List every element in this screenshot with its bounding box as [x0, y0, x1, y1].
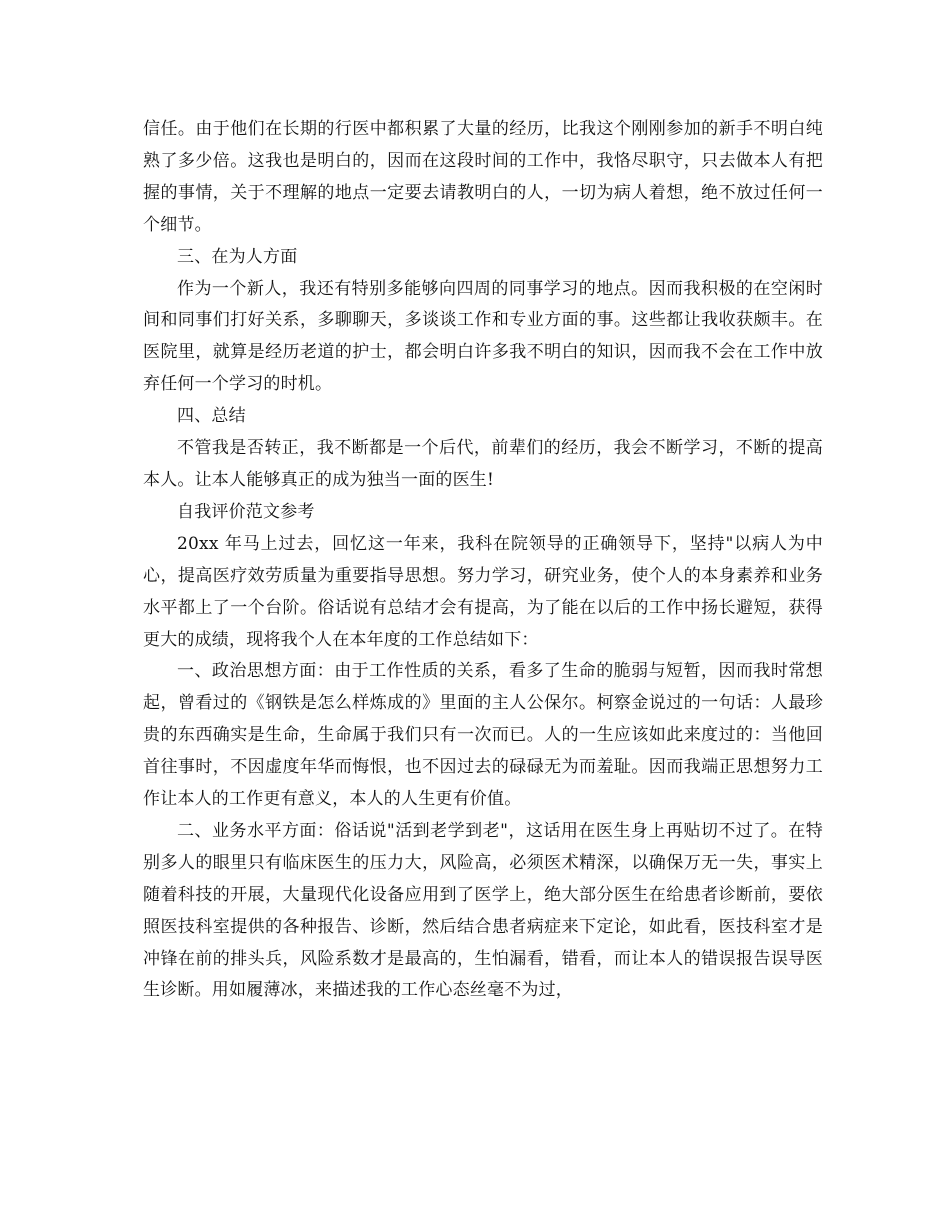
- section-heading-self-evaluation: 自我评价范文参考: [177, 501, 315, 522]
- paragraph-interpersonal: 作为一个新人，我还有特别多能够向四周的同事学习的地点。因而我积极的在空闲时间和同事们打好关系，多聊聊天，多谈谈工作和专业方面的事。这些都让我收获颇丰。在医院里，就算是经历老道的护士，都会明白许多我不明白的知识，因而我不会在工作中放弃任何一个学习的时机。: [143, 278, 823, 395]
- paragraph-professional-level: 二、业务水平方面：俗话说"活到老学到老"，这话用在医生身上再贴切不过了。在特别多人的眼里只有临床医生的压力大，风险高，必须医术精深，以确保万无一失，事实上随着科技的开展，大量现代化设备应用到了医学上，绝大部分医生在给患者诊断前，要依照医技科室提供的各种报告、诊断，然后结合患者病症来下定论，如此看，医技科室才是冲锋在前的排头兵，风险系数才是最高的，生怕漏看，错看，而让本人的错误报告误导医生诊断。用如履薄冰，来描述我的工作心态丝毫不为过，: [143, 820, 823, 1001]
- section-heading-interpersonal: 三、在为人方面: [177, 246, 298, 267]
- section-heading-summary: 四、总结: [177, 406, 246, 427]
- paragraph-political-thought: 一、政治思想方面：由于工作性质的关系，看多了生命的脆弱与短暂，因而我时常想起，曾看过的《钢铁是怎么样炼成的》里面的主人公保尔。柯察金说过的一句话：人最珍贵的东西确实是生命，生命属于我们只有一次而已。人的一生应该如此来度过的：当他回首往事时，不因虚度年华而悔恨，也不因过去的碌碌无为而羞耻。因而我端正思想努力工作让本人的工作更有意义，本人的人生更有价值。: [143, 661, 823, 810]
- document-body: [143, 114, 823, 1007]
- paragraph-continuation: 信任。由于他们在长期的行医中都积累了大量的经历，比我这个刚刚参加的新手不明白纯熟了多少倍。这我也是明白的，因而在这段时间的工作中，我恪尽职守，只去做本人有把握的事情，关于不理解的地点一定要去请教明白的人，一切为病人着想，绝不放过任何一个细节。: [143, 119, 823, 235]
- paragraph-year-review: 20xx 年马上过去，回忆这一年来，我科在院领导的正确领导下，坚持"以病人为中心，提高医疗效劳质量为重要指导思想。努力学习，研究业务，使个人的本身素养和业务水平都上了一个台阶。俗话说有总结才会有提高，为了能在以后的工作中扬长避短，获得更大的成绩，现将我个人在本年度的工作总结如下：: [143, 533, 823, 650]
- paragraph-summary: 不管我是否转正，我不断都是一个后代，前辈们的经历，我会不断学习，不断的提高本人。让本人能够真正的成为独当一面的医生!: [143, 438, 823, 490]
